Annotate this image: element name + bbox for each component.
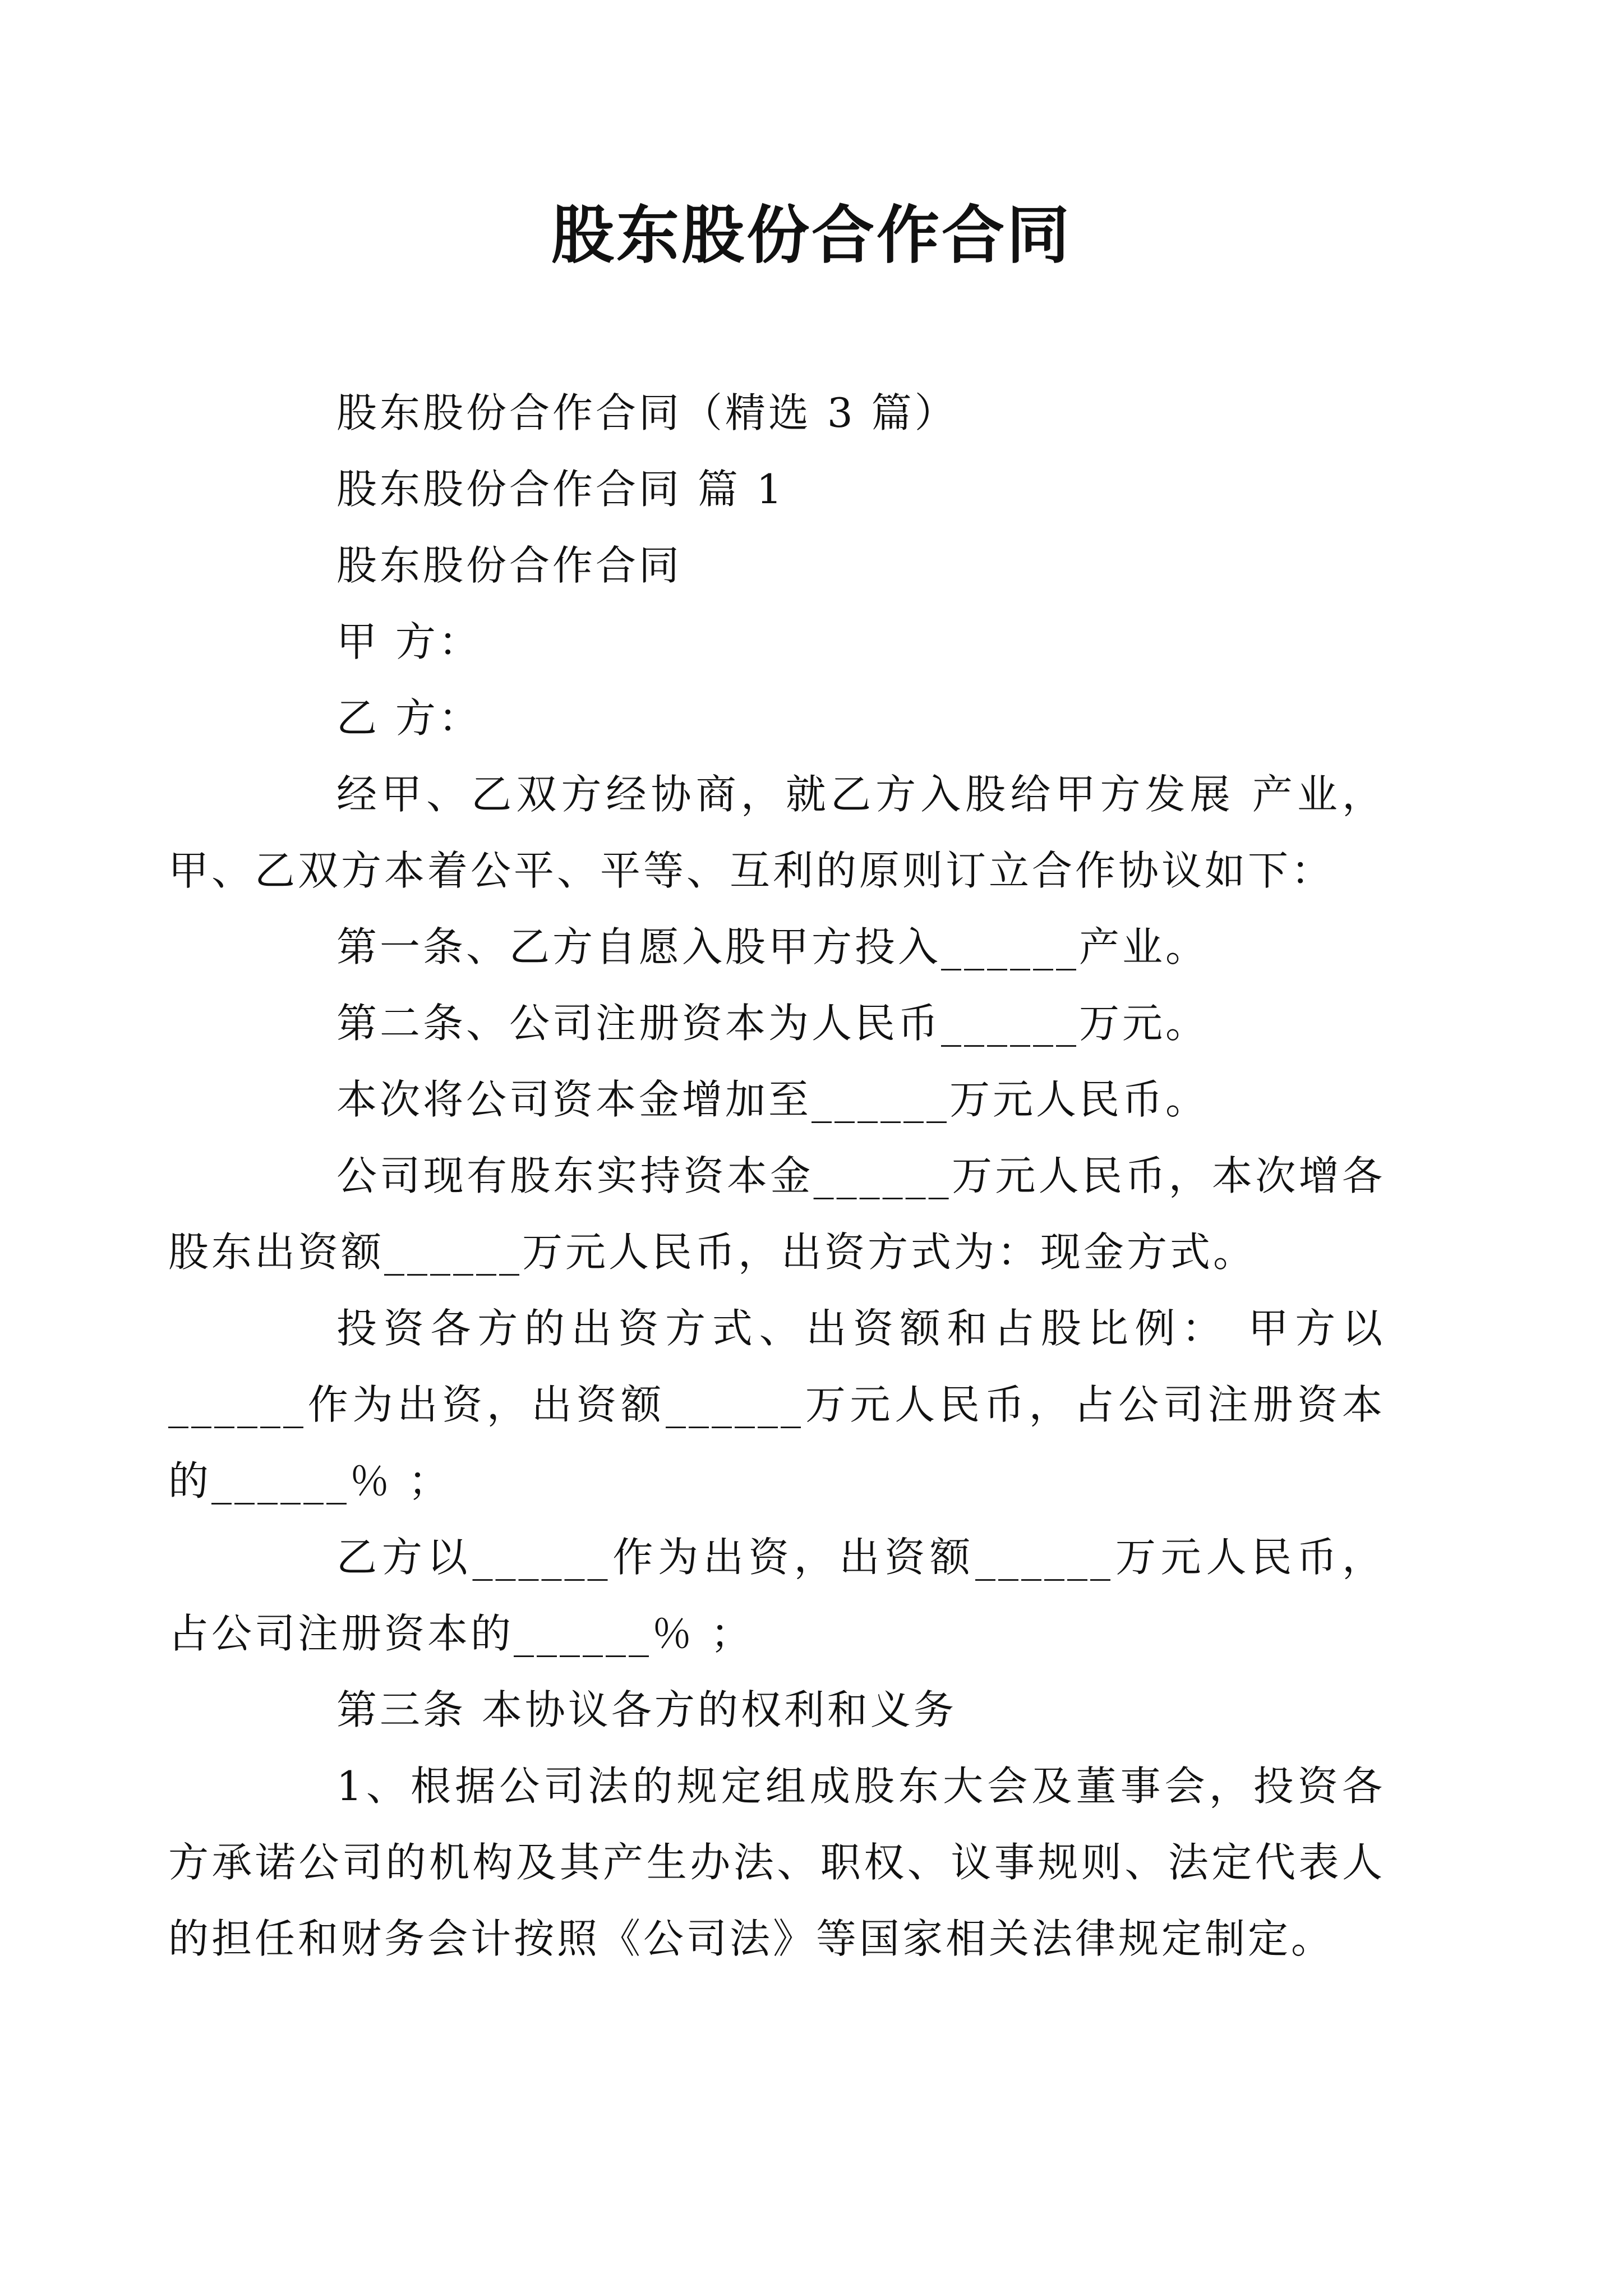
- document-body: [168, 375, 1385, 1977]
- paragraph: 股东股份合作合同（精选 3 篇）: [336, 389, 958, 436]
- paragraph: 第三条 本协议各方的权利和义务: [336, 1686, 957, 1733]
- paragraph: 第一条、乙方自愿入股甲方投入______产业。: [336, 923, 1209, 970]
- paragraph: 乙方以______作为出资，出资额______万元人民币，占公司注册资本的______％ ；: [168, 1534, 1385, 1657]
- paragraph: 经甲、乙双方经协商，就乙方入股给甲方发展 产业，甲、乙双方本着公平、平等、互利的原则订立合作协议如下：: [168, 771, 1385, 894]
- paragraph: 投资各方的出资方式、出资额和占股比例： 甲方以______作为出资，出资额______万元人民币，占公司注册资本的______％ ；: [168, 1305, 1385, 1504]
- paragraph: 乙 方：: [336, 694, 482, 742]
- paragraph: 本次将公司资本金增加至______万元人民币。: [336, 1076, 1209, 1123]
- document-title: 股东股份合作合同: [551, 199, 1072, 272]
- paragraph: 股东股份合作合同 篇 1: [336, 466, 785, 513]
- paragraph: 甲 方：: [336, 618, 482, 665]
- paragraph: 公司现有股东实持资本金______万元人民币，本次增各股东出资额______万元人民币，出资方式为：现金方式。: [168, 1152, 1385, 1276]
- paragraph: 第二条、公司注册资本为人民币______万元。: [336, 1000, 1209, 1047]
- paragraph: 股东股份合作合同: [336, 542, 683, 589]
- paragraph: 1、根据公司法的规定组成股东大会及董事会，投资各方承诺公司的机构及其产生办法、职权、议事规则、法定代表人的担任和财务会计按照《公司法》等国家相关法律规定制定。: [168, 1763, 1385, 1962]
